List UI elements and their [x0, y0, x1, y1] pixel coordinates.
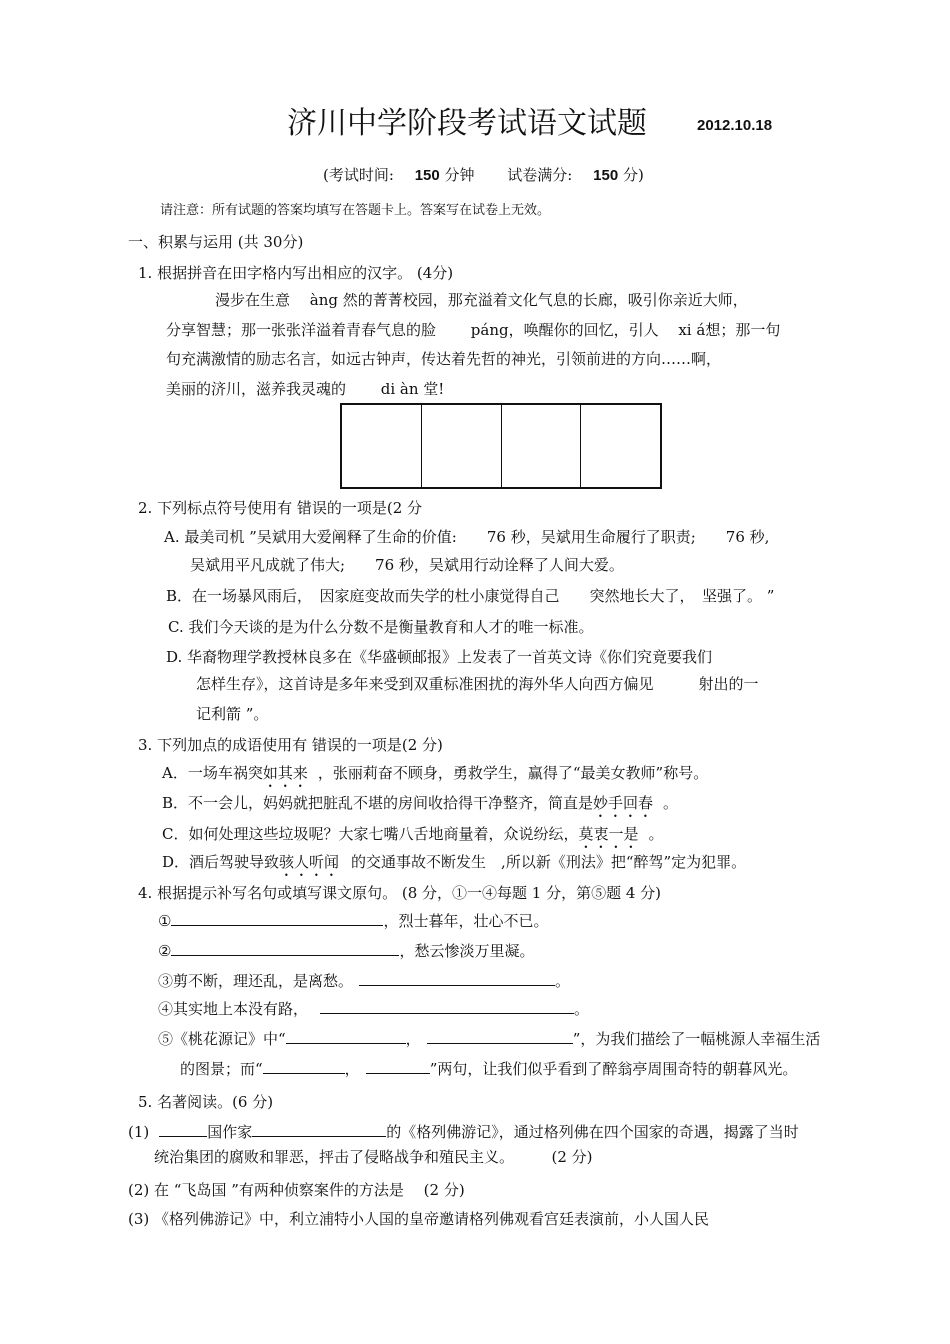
fill-blank[interactable]: [366, 1058, 430, 1074]
q3-c-pre: C．如何处理这些垃圾呢？大家七嘴八舌地商量着，众说纷纭，: [162, 825, 579, 843]
q3-option-c: [162, 824, 664, 852]
q2-option-c: C. 我们今天谈的是为什么分数不是衡量教育和人才的唯一标准。: [168, 618, 594, 636]
q2-option-d-line2: 怎样生存》，这首诗是多年来受到双重标准困扰的海外华人向西方偏见 射出的一: [196, 675, 759, 693]
fill-blank[interactable]: [263, 1058, 345, 1074]
q4-i5-post: ”，为我们描绘了一幅桃源人幸福生活: [572, 1030, 821, 1048]
fill-blank[interactable]: [171, 910, 383, 926]
q1-line-4: 美丽的济川，滋养我灵魂的 di àn 堂!: [166, 380, 445, 398]
q5-s1-num: (1): [128, 1123, 150, 1141]
q5-stem: 5. 名著阅读。(6 分): [138, 1093, 274, 1111]
q2-option-d-line3: 记利箭 ”。: [196, 705, 269, 723]
fill-blank[interactable]: [427, 1028, 573, 1044]
exam-meta: [323, 165, 644, 186]
full-score-value: 150: [593, 167, 619, 184]
q4-i5-line2-post: ”两句，让我们似乎看到了醉翁亭周围奇特的朝暮风光。: [429, 1060, 798, 1078]
q3-a-pre: A．一场车祸突: [162, 764, 263, 782]
q1-stem: 1. 根据拼音在田字格内写出相应的汉字。 (4分): [138, 264, 454, 282]
fill-blank[interactable]: [159, 1121, 207, 1137]
fill-blank[interactable]: [171, 940, 399, 956]
full-score-label: 试卷满分:: [507, 166, 573, 184]
q4-i3-text: ③剪不断，理还乱，是离愁。: [158, 972, 354, 990]
full-score-unit: 分): [622, 166, 644, 184]
tian-character-grid: [340, 403, 662, 489]
q4-i1-text: ，烈士暮年，壮心不已。: [383, 912, 549, 930]
exam-time-unit: 分钟: [444, 166, 475, 184]
q4-i3-end: 。: [555, 972, 571, 990]
exam-time-label: (考试时间:: [323, 166, 394, 184]
grid-cell[interactable]: [581, 405, 660, 487]
exam-time-value: 150: [414, 167, 440, 184]
q3-b-idiom: 妙手回春: [593, 794, 654, 812]
q4-i5-mid: ，: [405, 1030, 421, 1048]
q2-option-a-line1: A. 最美司机 ”吴斌用大爱阐释了生命的价值: 76 秒，吴斌用生命履行了职责; 76 秒,: [164, 528, 770, 546]
section-heading: 一、积累与运用 (共 30分): [128, 233, 304, 251]
q5-sub-3: (3) 《格列佛游记》中，利立浦特小人国的皇帝邀请格列佛观看宫廷表演前，小人国人民: [128, 1210, 710, 1228]
q4-item-1: [158, 910, 548, 931]
q4-i5-line2-mid: ，: [344, 1060, 360, 1078]
q1-line-1: 漫步在生意 àng 然的菁菁校园，那充溢着文化气息的长廊，吸引你亲近大师，: [215, 291, 748, 309]
notice: 请注意：所有试题的答案均填写在答题卡上。答案写在试卷上无效。: [160, 203, 551, 218]
fill-blank[interactable]: [252, 1121, 386, 1137]
q4-item-5-line1: [158, 1028, 820, 1049]
q4-i5-line2-pre: 的图景；而“: [180, 1060, 263, 1078]
q5-sub-1: [128, 1121, 799, 1142]
q2-option-d-line1: D. 华裔物理学教授林良多在《华盛顿邮报》上发表了一首英文诗《你们究竟要我们: [166, 648, 713, 666]
q4-i4-text: ④其实地上本没有路，: [158, 1000, 309, 1018]
q5-sub-1-line2: 统治集团的腐败和罪恶，抨击了侵略战争和殖民主义。 (2 分): [154, 1148, 593, 1166]
q2-stem: 2. 下列标点符号使用有 错误的一项是(2 分: [138, 499, 423, 517]
q4-item-5-line2: [180, 1058, 797, 1079]
q4-item-3: [158, 970, 570, 991]
q4-i1-mark: ①: [158, 912, 172, 930]
q3-option-b: [162, 793, 678, 821]
q3-c-idiom: 莫衷一是: [578, 825, 639, 843]
q4-i4-end: 。: [574, 1000, 590, 1018]
q4-i5-pre: ⑤《桃花源记》中“: [158, 1030, 286, 1048]
q3-option-a: [162, 763, 708, 791]
q3-b-post: 。: [663, 794, 679, 812]
page-title: 济川中学阶段考试语文试题: [287, 106, 647, 141]
q3-d-idiom: 骇人听闻: [279, 853, 340, 871]
q3-stem: 3. 下列加点的成语使用有 错误的一项是(2 分): [138, 736, 443, 754]
q5-s1-post: 的《格列佛游记》，通过格列佛在四个国家的奇遇，揭露了当时: [386, 1123, 799, 1141]
q2-option-b: B．在一场暴风雨后， 因家庭变故而失学的杜小康觉得自己 突然地长大了， 坚强了。 ”: [166, 587, 775, 605]
q1-line-3: 句充满激情的励志名言，如远古钟声，传达着先哲的神光，引领前进的方向……啊，: [166, 350, 722, 368]
q5-sub-2: (2) 在 “飞岛国 ”有两种侦察案件的方法是 (2 分): [128, 1181, 465, 1199]
fill-blank[interactable]: [286, 1028, 406, 1044]
fill-blank[interactable]: [320, 998, 574, 1014]
exam-date: 2012.10.18: [697, 117, 773, 134]
q3-option-d: [162, 852, 746, 880]
q5-s1-mid: 国作家: [207, 1123, 253, 1141]
q2-option-a-line2: 吴斌用平凡成就了伟大; 76 秒，吴斌用行动诠释了人间大爱。: [190, 556, 624, 574]
q4-item-2: [158, 940, 534, 961]
q3-b-pre: B．不一会儿，妈妈就把脏乱不堪的房间收拾得干净整齐，简直是: [162, 794, 594, 812]
q1-line-2: 分享智慧；那一张张洋溢着青春气息的脸 páng，唤醒你的回忆，引人 xi á想；那一句: [166, 321, 781, 339]
q4-item-4: [158, 998, 589, 1019]
grid-cell[interactable]: [342, 405, 422, 487]
q3-a-post: ，张丽莉奋不顾身，勇救学生，赢得了“最美女教师”称号。: [317, 764, 709, 782]
q3-c-post: 。: [648, 825, 664, 843]
grid-cell[interactable]: [502, 405, 582, 487]
q3-d-post: 的交通事故不断发生 ,所以新《刑法》把“醉驾”定为犯罪。: [351, 853, 747, 871]
q4-i2-text: ，愁云惨淡万里凝。: [399, 942, 535, 960]
q3-d-pre: D．酒后驾驶导致: [162, 853, 280, 871]
q3-a-idiom: 如其来: [262, 764, 308, 782]
q4-stem: 4. 根据提示补写名句或填写课文原句。 (8 分，①一④每题 1 分，第⑤题 4 分): [138, 884, 662, 902]
grid-cell[interactable]: [422, 405, 502, 487]
fill-blank[interactable]: [359, 970, 555, 986]
q4-i2-mark: ②: [158, 942, 172, 960]
